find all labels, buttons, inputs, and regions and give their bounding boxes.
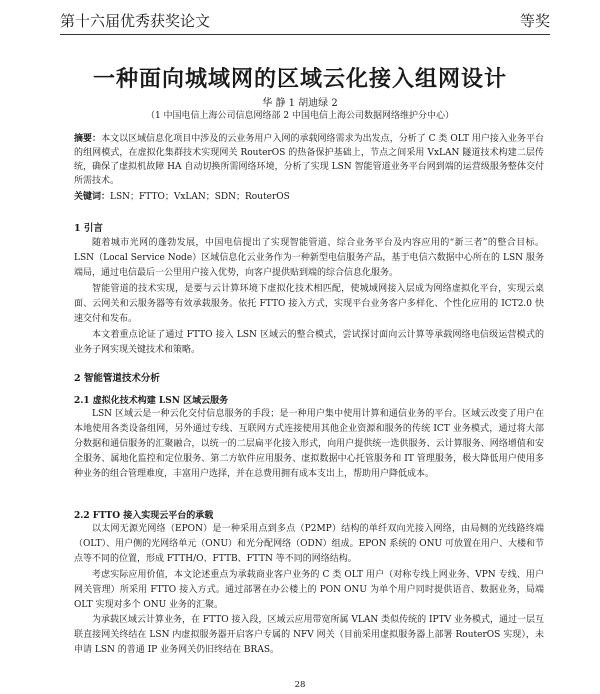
- paragraph-intro-1: 随着城市光网的蓬勃发展，中国电信提出了实现智能管道、综合业务平台及内容应用的“新三者”的整合目标。LSN（Local Service Node）区域信息化云业务作为一种新型电信服务产品，基于电信六数据中心所在的 LSN 服务端局，通过电信最后一公里用户接入优势，向客户提供贴到端的综合信息化服务。: [74, 238, 544, 278]
- paragraph-2-1: LSN 区域云是一种云化交付信息服务的手段；是一种用户集中使用计算和通信业务的平台。区域云改变了用户在本地使用各类设备组网，另外通过专线、互联网方式连接使用其他企业资源和服务的传统 ICT 业务模式，通过将大部分数据和通信服务的汇聚融合，以统一的二层扁平化接入形式，向用户提供统一选供服务、云计算服务、网络增值和安全服务、属地化监控和定位服务、第二方软件应用服务、虚拟数据中心托管服务和 IT 管理服务，极大降低用户使用多种业务的组合管理难度，丰富用户选择，并在总费用拥有成本支出上，帮助用户降低成本。: [74, 409, 544, 479]
- paragraph-intro-2: 智能管道的技术实现，是要与云计算环境下虚拟化技术相匹配，使城域网接入层成为网络虚拟化平台，实现云桌面、云网关和云服务器等有效承载服务。依托 FTTO 接入方式，实现平台业务客户多样化、个性化应用的 ICT2.0 快速交付和发布。: [74, 284, 544, 324]
- subsection-heading-2-2: 2.2 FTTO 接入实现云平台的承载: [74, 511, 214, 521]
- section-heading-analysis: 2 智能管道技术分析: [74, 373, 160, 384]
- page-header: [60, 8, 550, 35]
- affiliations: （1 中国电信上海公司信息网络部 2 中国电信上海公司数据网络维护分中心）: [145, 111, 455, 121]
- authors: 华 静 1 胡迪绿 2: [262, 98, 338, 109]
- award-label: 等奖: [519, 12, 550, 30]
- paragraph-2-2-a: 以太网无源光网络（EPON）是一种采用点到多点（P2MP）结构的单纤双向光接入网络，由局侧的光线路终端（OLT）、用户侧的光网络单元（ONU）和光分配网络（ODN）组成。EPON 系统的 ONU 可放置在用户、大楼和节点等不同的位置，形成 FTTH/O、FTTB、FTTN 等不同的网络结构。: [74, 524, 544, 564]
- subsection-heading-2-1: 2.1 虚拟化技术构建 LSN 区域云服务: [74, 396, 229, 406]
- abstract-label: 摘要：: [74, 134, 102, 144]
- keywords: [74, 190, 544, 204]
- paper-title: 一种面向城域网的区域云化接入组网设计: [92, 67, 507, 92]
- paragraph-2-2-b: 考虑实际应用价值，本文论述重点为承载商业客户业务的 C 类 OLT 用户（对称专线上网业务、VPN 专线、用户网关管理）所采用 FTTO 接入方式。通过部署在办公楼上的 PON ONU 为单个用户同时提供语音、数据业务，局端 OLT 实现对多个 ONU 业务的汇聚。: [74, 570, 544, 610]
- keywords-label: 关键词：: [74, 192, 111, 202]
- journal-title: 第十六届优秀获奖论文: [60, 12, 211, 30]
- paragraph-intro-3: 本文着重点论证了通过 FTTO 接入 LSN 区域云的整合模式，尝试探讨面向云计算等承载网络电信级运营模式的业务子网实现关键技术和策略。: [74, 330, 544, 355]
- abstract-text: 本文以区域信息化项目中涉及的云业务用户入网的承载网络需求为出发点，分析了 C 类 OLT 用户接入业务平台的组网模式，在虚拟化集群技术实现网关 RouterOS 的热备保护基础上，节点之间采用 VxLAN 隧道技术构建二层传统，确保了虚拟机故障 HA 自动切换所需网络环境，分析了实现 LSN 智能管道业务平台网到端的运营级服务整体交付所需技术。: [74, 134, 544, 186]
- abstract: [74, 132, 544, 188]
- page-number: 28: [294, 680, 306, 690]
- paragraph-2-2-c: 为承载区域云计算业务，在 FTTO 接入段，区域云应用带宽所属 VLAN 类似传统的 IPTV 业务模式，通过一层互联直接网关终结在 LSN 内虚拟服务器开启客户专属的 NFV 网关（目前采用虚拟服务器上部署 RouterOS 实现），未申请 LSN 的普通 IP 业务网关仍旧终结在 BRAS。: [74, 615, 544, 655]
- keywords-text: LSN；FTTO；VxLAN；SDN；RouterOS: [110, 192, 290, 202]
- section-heading-intro: 1 引言: [74, 223, 103, 234]
